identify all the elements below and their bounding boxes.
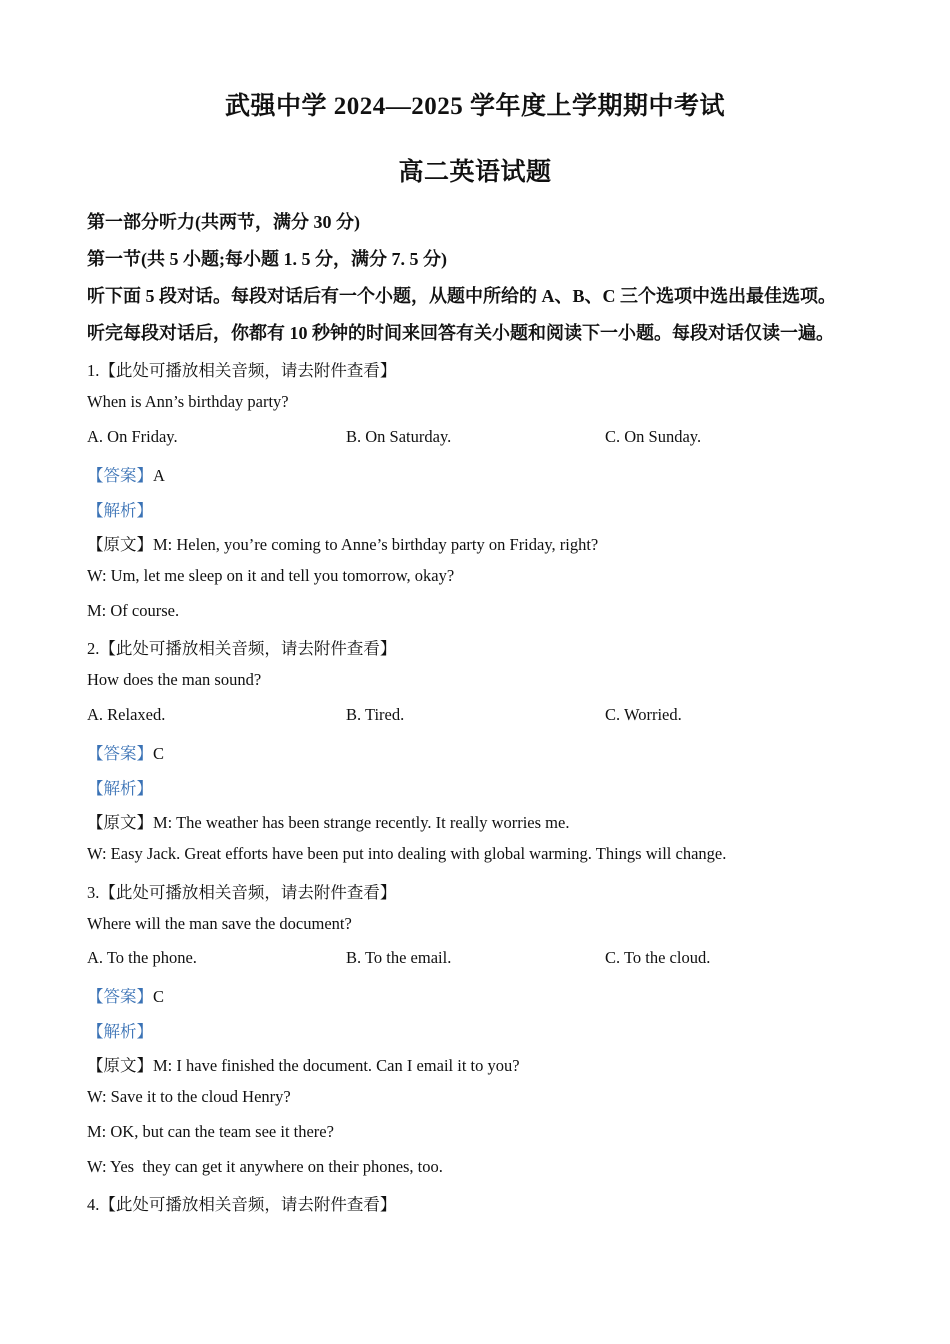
option-a: A. To the phone. xyxy=(87,948,197,967)
transcript-text: W: Um, let me sleep on it and tell you tomorrow, okay? xyxy=(87,566,455,585)
answer-value: C xyxy=(153,744,165,763)
transcript-text: W: Yes they can get it anywhere on their phones, too. xyxy=(87,1157,443,1176)
subsection-heading: 第一节(共 5 小题;每小题 1. 5 分，满分 7. 5 分) xyxy=(87,249,447,269)
answer-label: 【答案】 xyxy=(87,466,153,485)
audio-note[interactable]: 【此处可播放相关音频，请去附件查看】 xyxy=(99,883,397,902)
analysis-label: 【解析】 xyxy=(87,501,153,520)
question-text: How does the man sound? xyxy=(87,670,262,689)
transcript-text: W: Easy Jack. Great efforts have been put into dealing with global warming. Things will change. xyxy=(87,844,727,863)
question-number: 3. xyxy=(87,883,100,902)
answer-line xyxy=(87,983,164,1007)
transcript-line xyxy=(87,809,569,833)
exam-title: 武强中学 2024—2025 学年度上学期期中考试 xyxy=(224,93,725,120)
option-b: B. On Saturday. xyxy=(346,427,452,446)
question-text: When is Ann’s birthday party? xyxy=(87,392,289,411)
transcript-label: 【原文】 xyxy=(87,1056,153,1075)
question-number-line xyxy=(87,357,396,381)
transcript-label: 【原文】 xyxy=(87,535,153,554)
question-number: 4. xyxy=(87,1195,100,1214)
section-heading: 第一部分听力(共两节，满分 30 分) xyxy=(87,212,360,232)
transcript-text: W: Save it to the cloud Henry? xyxy=(87,1087,291,1106)
option-b: B. Tired. xyxy=(346,705,405,724)
option-c: C. On Sunday. xyxy=(605,427,702,446)
transcript-text: M: OK, but can the team see it there? xyxy=(87,1122,334,1141)
option-b: B. To the email. xyxy=(346,948,452,967)
transcript-text: M: Helen, you’re coming to Anne’s birthday party on Friday, right? xyxy=(153,535,599,554)
option-a: A. Relaxed. xyxy=(87,705,166,724)
analysis-label: 【解析】 xyxy=(87,779,153,798)
audio-note[interactable]: 【此处可播放相关音频，请去附件查看】 xyxy=(99,1195,397,1214)
transcript-text: M: I have finished the document. Can I email it to you? xyxy=(153,1056,520,1075)
transcript-text: M: The weather has been strange recently. It really worries me. xyxy=(153,813,570,832)
option-c: C. To the cloud. xyxy=(605,948,711,967)
question-number-line xyxy=(87,635,396,659)
question-text: Where will the man save the document? xyxy=(87,914,352,933)
answer-value: C xyxy=(153,987,165,1006)
answer-label: 【答案】 xyxy=(87,744,153,763)
answer-value: A xyxy=(153,466,165,485)
transcript-line xyxy=(87,1052,520,1076)
audio-note[interactable]: 【此处可播放相关音频，请去附件查看】 xyxy=(99,639,397,658)
answer-line xyxy=(87,740,164,764)
instruction-line: 听下面 5 段对话。每段对话后有一个小题，从题中所给的 A、B、C 三个选项中选出最佳选项。 xyxy=(87,286,836,306)
answer-line xyxy=(87,462,165,486)
transcript-label: 【原文】 xyxy=(87,813,153,832)
question-number: 2. xyxy=(87,639,100,658)
question-number: 1. xyxy=(87,361,100,380)
question-number-line xyxy=(87,879,396,903)
exam-subtitle: 高二英语试题 xyxy=(398,159,552,186)
transcript-text: M: Of course. xyxy=(87,601,180,620)
option-c: C. Worried. xyxy=(605,705,682,724)
audio-note[interactable]: 【此处可播放相关音频，请去附件查看】 xyxy=(99,361,397,380)
question-number-line xyxy=(87,1191,396,1215)
analysis-label: 【解析】 xyxy=(87,1022,153,1041)
transcript-line xyxy=(87,531,598,555)
option-a: A. On Friday. xyxy=(87,427,178,446)
instruction-line: 听完每段对话后，你都有 10 秒钟的时间来回答有关小题和阅读下一小题。每段对话仅读一遍。 xyxy=(87,323,834,343)
answer-label: 【答案】 xyxy=(87,987,153,1006)
